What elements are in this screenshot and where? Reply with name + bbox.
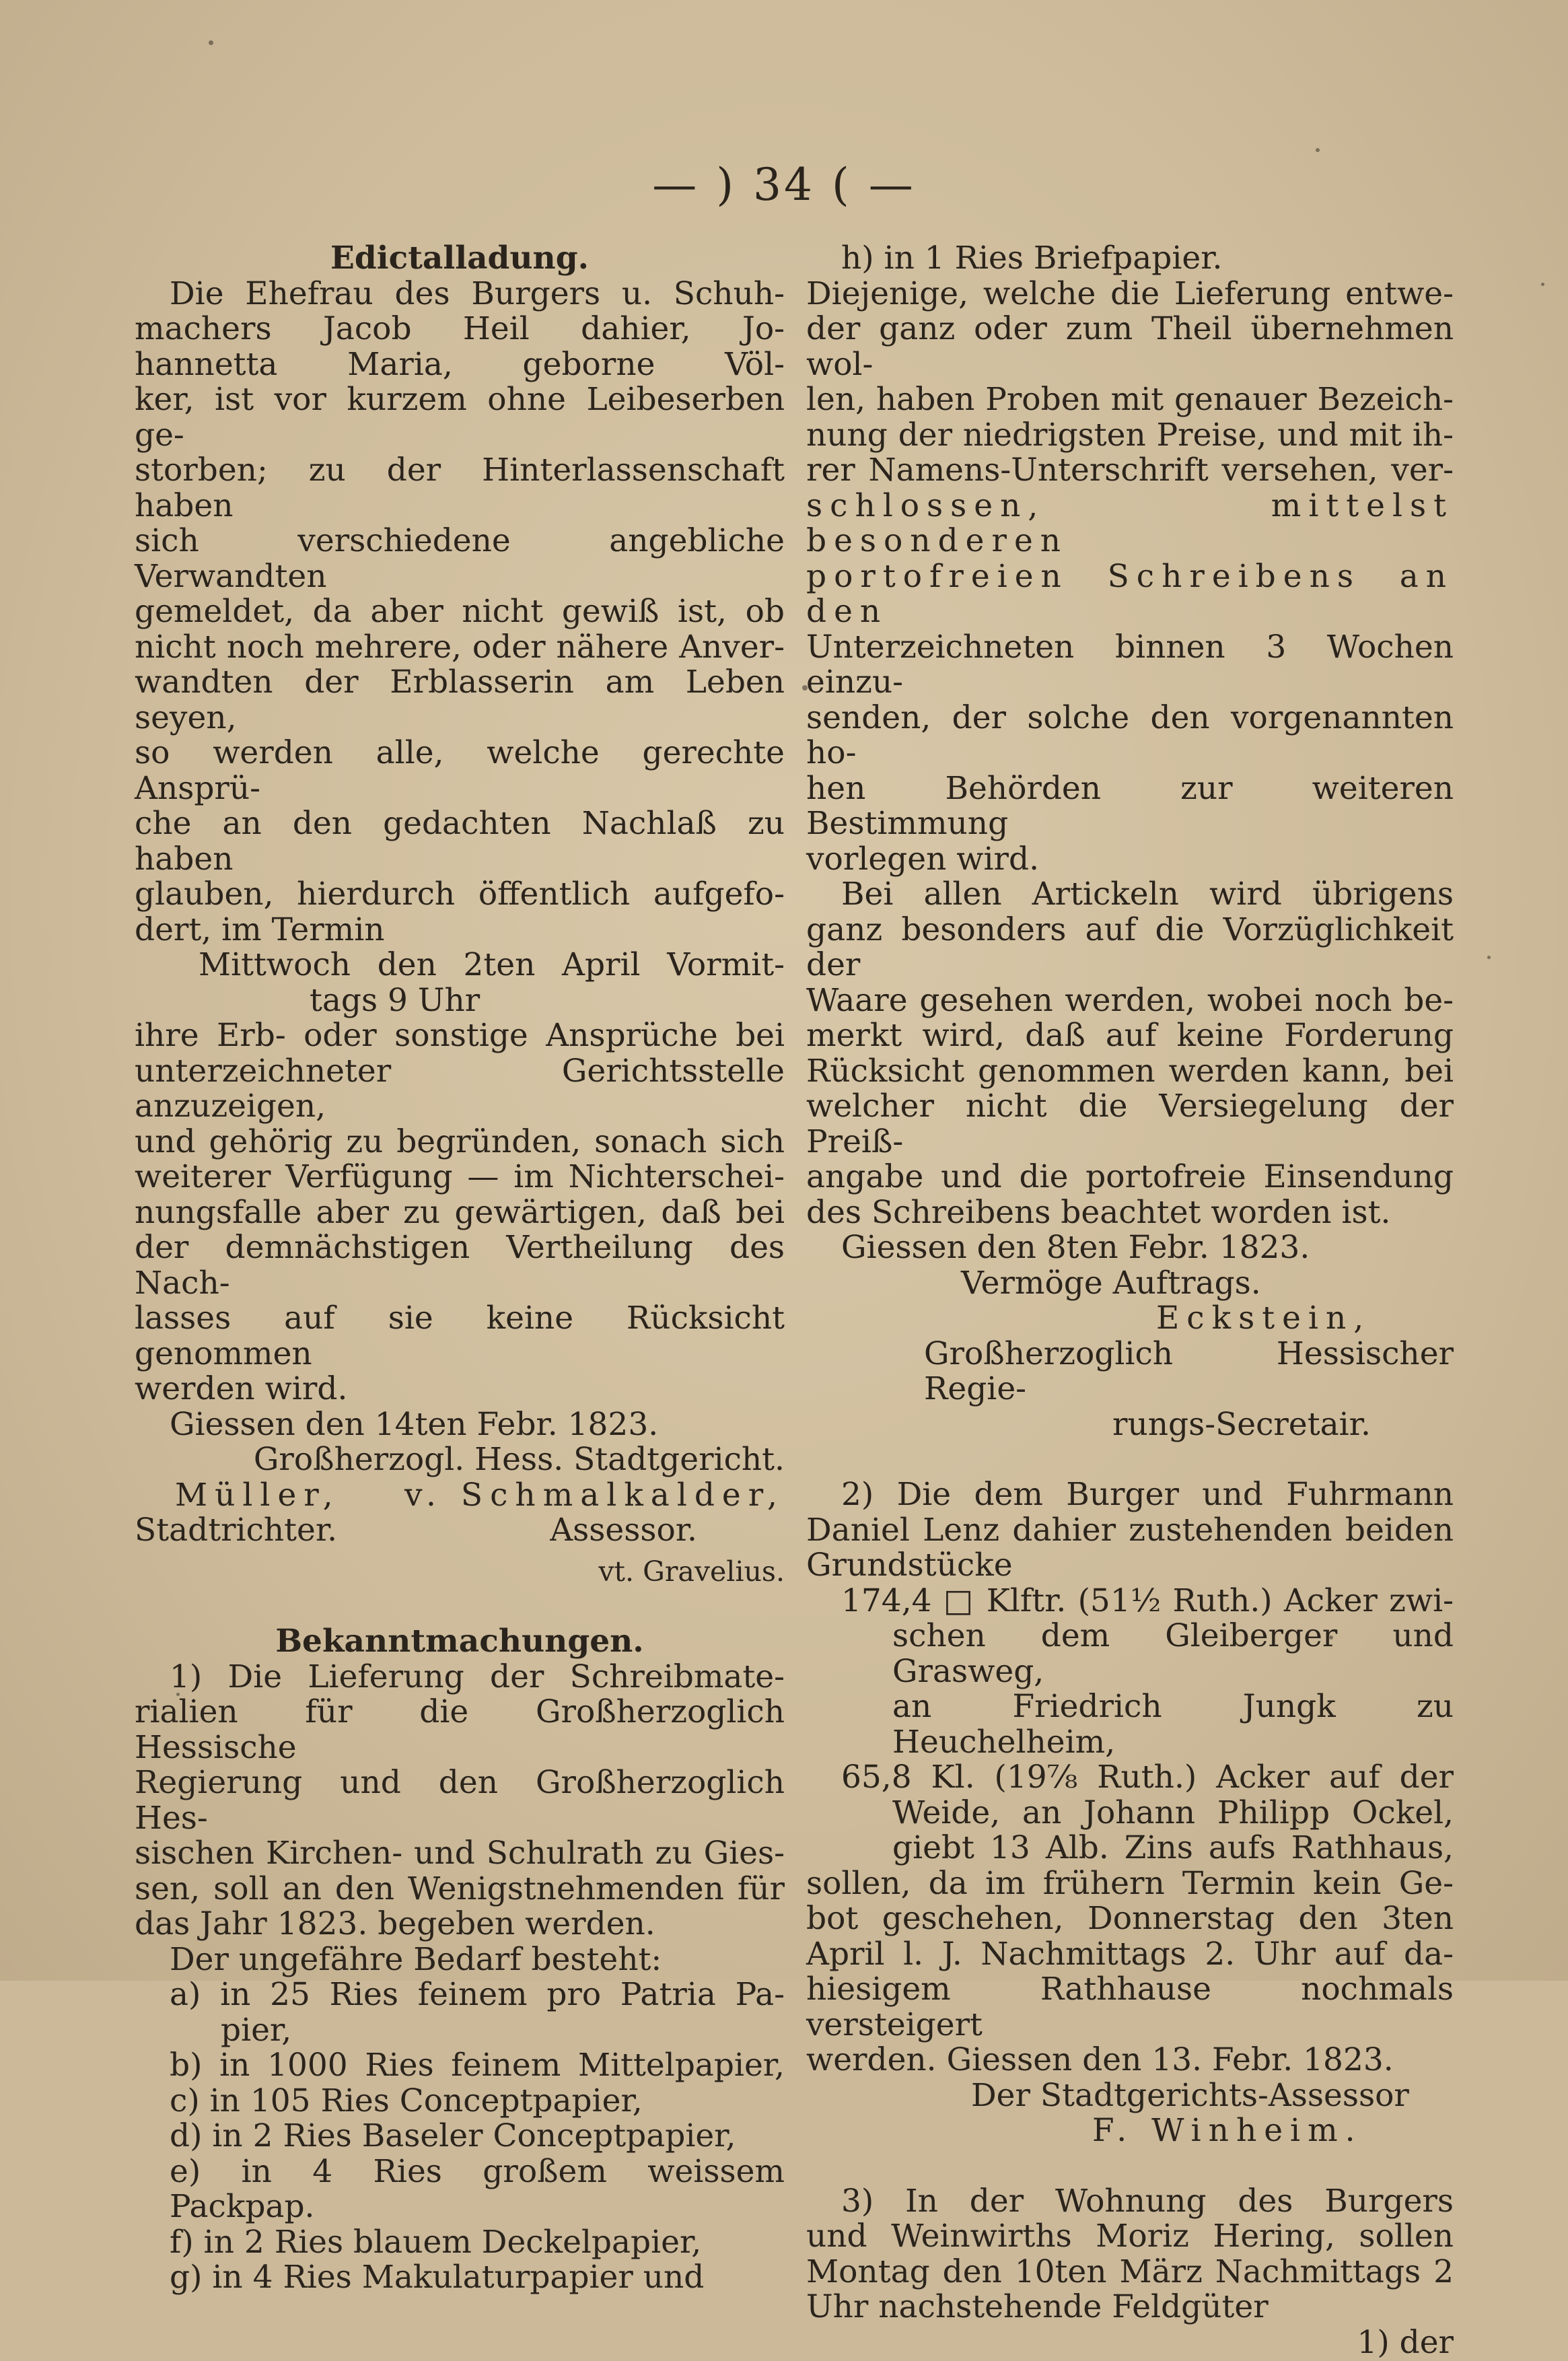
page-number: — ) 34 ( —: [652, 159, 916, 211]
text-line: das Jahr 1823. begeben werden.: [135, 1905, 655, 1942]
signature-role: Großherzoglich Hessischer Regie-: [924, 1335, 1454, 1407]
date-line: Giessen den 8ten Febr. 1823.: [841, 1229, 1310, 1266]
text-line: storben; zu der Hinterlassenschaft haben: [135, 452, 785, 524]
text-line: hen Behörden zur weiteren Bestimmung: [806, 769, 1454, 842]
paper-speck: [1487, 956, 1491, 959]
list-item: c) in 105 Ries Conceptpapier,: [170, 2082, 643, 2119]
text-line: glauben, hierdurch öffentlich aufgefo-: [135, 876, 785, 913]
text-line: sen, soll an den Wenigstnehmenden für: [135, 1870, 785, 1907]
text-line: Regierung und den Großherzoglich Hes-: [135, 1764, 785, 1837]
list-item: b) in 1000 Ries feinem Mittelpapier,: [170, 2047, 785, 2084]
text-line: und gehörig zu begründen, sonach sich: [135, 1123, 785, 1160]
versteigerung-paragraph: [806, 1866, 1454, 2078]
text-line: Die Ehefrau des Burgers u. Schuh-: [170, 275, 785, 312]
text-line: ihre Erb- oder sonstige Ansprüche bei: [135, 1017, 785, 1054]
catchword: 1) der: [1357, 2323, 1454, 2361]
signature-row: [135, 1478, 785, 1514]
text-line: sollen, da im frühern Termin kein Ge-: [806, 1864, 1454, 1902]
text-line: Rücksicht genommen werden kann, bei: [806, 1052, 1454, 1090]
text-line: nicht noch mehrere, oder nähere Anver-: [135, 628, 785, 666]
edictalladung-heading: Edictalladung.: [330, 240, 589, 277]
text-line: angabe und die portofreie Einsendung: [806, 1158, 1454, 1195]
text-line: unterzeichneter Gerichtsstelle anzuzeigen,: [135, 1052, 785, 1125]
text-line: portofreien Schreibens an den: [806, 557, 1454, 630]
date-line: Giessen den 14ten Febr. 1823.: [170, 1405, 659, 1443]
paper-speck: [1316, 148, 1320, 152]
signature-name: v. Schmalkalder,: [404, 1476, 785, 1514]
text-line: 174,4 □ Klftr. (51½ Ruth.) Acker zwi-: [841, 1582, 1454, 1619]
text-line: wandten der Erblasserin am Leben seyen,: [135, 664, 785, 736]
text-line: Grundstücke: [806, 1547, 1013, 1584]
signature-name: F. Winheim.: [1092, 2112, 1363, 2149]
text-line: der ganz oder zum Theil übernehmen wol-: [806, 310, 1454, 383]
text-line: an Friedrich Jungk zu Heuchelheim,: [892, 1688, 1454, 1761]
text-line: bot geschehen, Donnerstag den 3ten: [806, 1900, 1454, 1937]
text-line: Daniel Lenz dahier zustehenden beiden: [806, 1511, 1454, 1549]
edictalladung-paragraph-2: [135, 1018, 785, 1407]
text-line: ganz besonders auf die Vorzüglichkeit der: [806, 911, 1454, 983]
signature-role: Der Stadtgerichts-Assessor: [971, 2076, 1409, 2114]
lieferung-paragraph: [806, 277, 1454, 878]
bekanntmachungen-heading: Bekanntmachungen.: [275, 1623, 644, 1660]
signature-role: Assessor.: [550, 1512, 697, 1549]
text-line: lasses auf sie keine Rücksicht genommen: [135, 1300, 785, 1372]
text-line: werden wird.: [135, 1370, 348, 1407]
text-line: giebt 13 Alb. Zins aufs Rathhaus,: [892, 1829, 1454, 1866]
vermoege-line: Vermöge Auftrags.: [961, 1264, 1261, 1302]
list-item: pier,: [221, 2011, 292, 2049]
bedarf-line: Der ungefähre Bedarf besteht:: [170, 1940, 662, 1978]
text-line: vorlegen wird.: [806, 840, 1040, 878]
text-line: gemeldet, da aber nicht gewiß ist, ob: [135, 593, 785, 630]
text-line: Bei allen Artickeln wird übrigens: [841, 876, 1454, 913]
text-line: 3) In der Wohnung des Burgers: [841, 2182, 1454, 2220]
text-line: Unterzeichneten binnen 3 Wochen einzu-: [806, 628, 1454, 701]
text-line: senden, der solche den vorgenannten ho-: [806, 699, 1454, 771]
text-line: Waare gesehen werden, wobei noch be-: [806, 981, 1454, 1019]
text-line: dert, im Termin: [135, 911, 385, 948]
text-line: hiesigem Rathhause nochmals versteigert: [806, 1971, 1454, 2043]
text-line: Montag den 10ten März Nachmittags 2: [806, 2253, 1454, 2290]
bekanntmachung-1-paragraph: [135, 1660, 785, 1942]
signature-role: rungs-Secretair.: [1112, 1405, 1371, 1443]
signature-name: Eckstein,: [1156, 1300, 1371, 1337]
artickeln-paragraph: [806, 877, 1454, 1230]
list-item: e) in 4 Ries großem weissem Packpap.: [170, 2152, 785, 2225]
text-line: April l. J. Nachmittags 2. Uhr auf da-: [806, 1935, 1454, 1973]
left-column: [135, 241, 785, 2296]
text-line: und Weinwirths Moriz Hering, sollen: [806, 2218, 1454, 2255]
text-line: Weide, an Johann Philipp Ockel,: [892, 1794, 1454, 1831]
text-line: welcher nicht die Versiegelung der Preiß-: [806, 1088, 1454, 1160]
spacer: [135, 1589, 785, 1624]
list-item: f) in 2 Ries blauem Deckelpapier,: [170, 2223, 702, 2261]
text-line: Uhr nachstehende Feldgüter: [806, 2288, 1269, 2325]
list-item: d) in 2 Ries Baseler Conceptpapier,: [170, 2117, 736, 2154]
bekanntmachung-2-paragraph: [806, 1477, 1454, 1584]
text-line: machers Jacob Heil dahier, Jo-: [135, 310, 785, 347]
signature-role-row: [135, 1513, 785, 1549]
list-item: h) in 1 Ries Briefpapier.: [841, 240, 1223, 277]
termin-line: Mittwoch den 2ten April Vormit-: [199, 946, 785, 983]
bekanntmachung-3-paragraph: [806, 2184, 1454, 2325]
paper-speck: [209, 40, 213, 45]
text-line: rialien für die Großherzoglich Hessische: [135, 1693, 785, 1766]
court-name: Großherzogl. Hess. Stadtgericht.: [253, 1441, 785, 1478]
text-line: 1) Die Lieferung der Schreibmate-: [170, 1658, 785, 1695]
text-line: des Schreibens beachtet worden ist.: [806, 1193, 1391, 1231]
text-line: sischen Kirchen- und Schulrath zu Gies-: [135, 1835, 785, 1872]
text-line: merkt wird, daß auf keine Forderung: [806, 1017, 1454, 1054]
edictalladung-paragraph: [135, 277, 785, 948]
termin-block: [135, 948, 785, 1018]
text-line: Diejenige, welche die Lieferung entwe-: [806, 275, 1454, 312]
termin-line: tags 9 Uhr: [310, 981, 480, 1019]
list-item: g) in 4 Ries Makulaturpapier und: [170, 2259, 705, 2296]
text-line: len, haben Proben mit genauer Bezeich-: [806, 381, 1454, 418]
text-line: nung der niedrigsten Preise, und mit ih-: [806, 416, 1454, 454]
signature-role: Stadtrichter.: [135, 1512, 338, 1549]
text-line: so werden alle, welche gerechte Ansprü-: [135, 734, 785, 807]
signature-name: Müller,: [175, 1476, 341, 1514]
grundstuecke-list: [806, 1584, 1454, 1866]
text-line: schlossen, mittelst besonderen: [806, 487, 1454, 559]
right-column: [806, 241, 1454, 2360]
spacer: [806, 1442, 1454, 1477]
text-line: sich verschiedene angebliche Verwandten: [135, 522, 785, 595]
text-line: nungsfalle aber zu gewärtigen, daß bei: [135, 1193, 785, 1231]
text-line: hannetta Maria, geborne Völ-: [135, 345, 785, 383]
text-line: che an den gedachten Nachlaß zu haben: [135, 805, 785, 878]
text-line: der demnächstigen Vertheilung des Nach-: [135, 1229, 785, 1302]
text-line: rer Namens-Unterschrift versehen, ver-: [806, 452, 1454, 489]
text-line: schen dem Gleiberger und Grasweg,: [892, 1617, 1454, 1690]
text-line: ker, ist vor kurzem ohne Leibeserben ge-: [135, 381, 785, 454]
item-list: [135, 1977, 785, 2296]
text-line: weiterer Verfügung — im Nichterschei-: [135, 1158, 785, 1195]
list-item: a) in 25 Ries feinem pro Patria Pa-: [170, 1976, 785, 2013]
vt-note: vt. Gravelius.: [598, 1555, 785, 1588]
text-line: werden. Giessen den 13. Febr. 1823.: [806, 2041, 1394, 2078]
text-line: 2) Die dem Burger und Fuhrmann: [841, 1476, 1454, 1513]
paper-speck: [1541, 283, 1544, 286]
spacer: [806, 2149, 1454, 2184]
text-line: 65,8 Kl. (19⅞ Ruth.) Acker auf der: [841, 1759, 1454, 1796]
